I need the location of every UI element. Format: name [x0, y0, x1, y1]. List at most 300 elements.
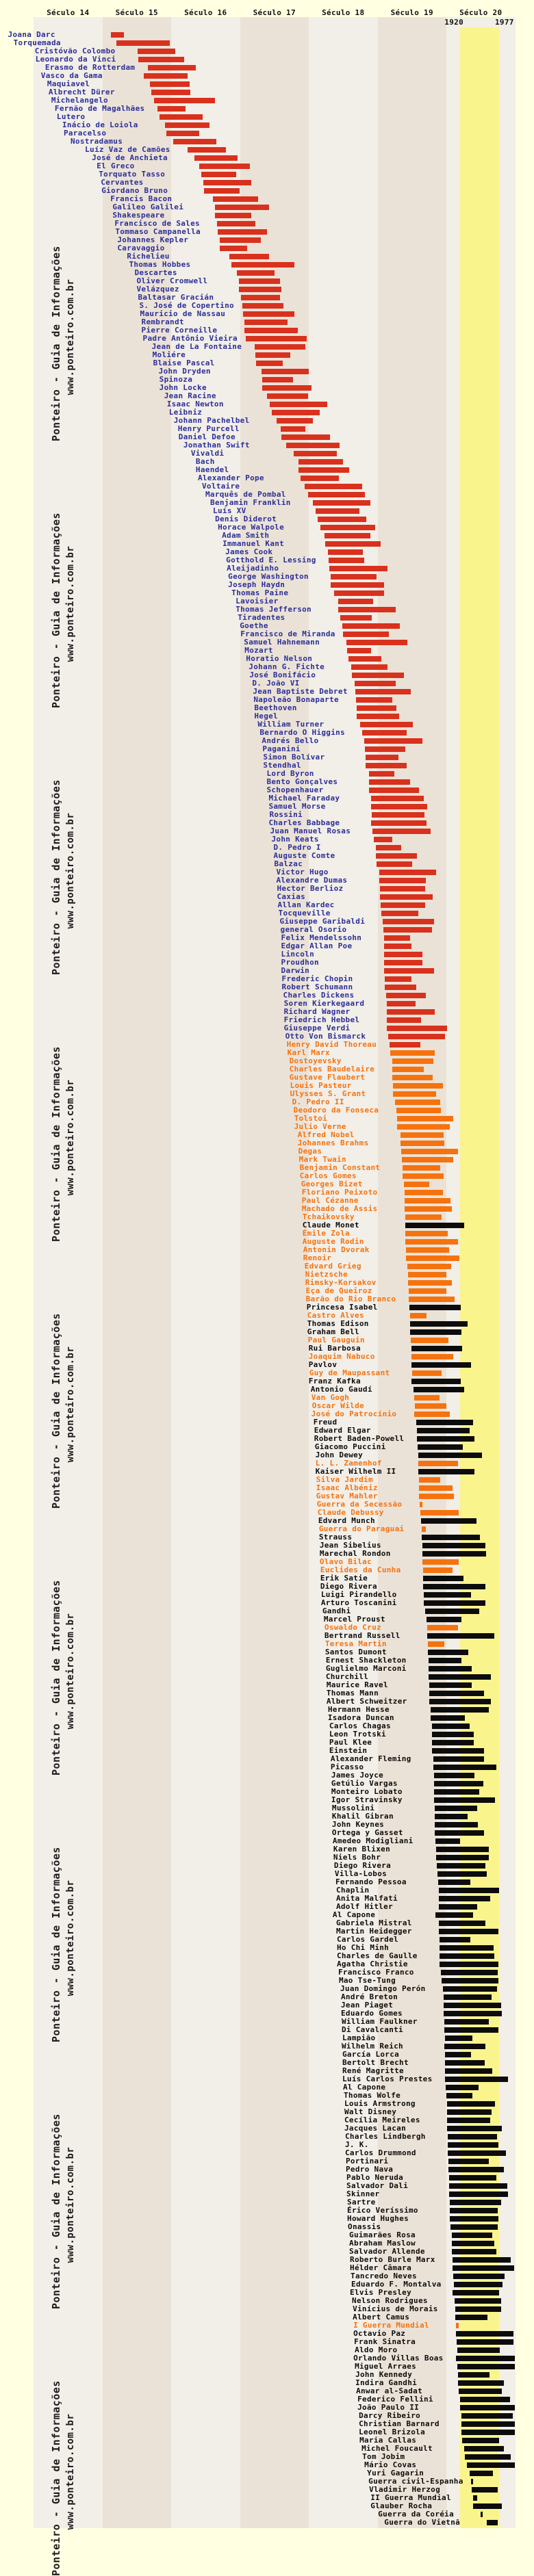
lifespan-bar	[455, 2298, 501, 2304]
lifespan-bar	[313, 500, 370, 506]
lifespan-bar	[305, 484, 362, 489]
person-label: Louis Armstrong	[344, 2099, 416, 2108]
lifespan-bar	[346, 640, 407, 645]
person-label: II Guerra Mundial	[370, 2493, 451, 2502]
person-label: Joseph Haydn	[228, 580, 285, 589]
lifespan-bar	[439, 1888, 499, 1893]
person-label: Inácio de Loiola	[62, 120, 138, 129]
lifespan-bar	[395, 1100, 440, 1105]
lifespan-bar	[338, 607, 395, 612]
lifespan-bar	[144, 73, 188, 79]
lifespan-bar	[457, 2364, 515, 2369]
lifespan-bar	[423, 1576, 463, 1581]
lifespan-bar	[239, 278, 279, 284]
person-label: Andrés Bello	[262, 736, 319, 745]
lifespan-bar	[215, 213, 251, 218]
lifespan-bar	[412, 1370, 442, 1376]
lifespan-bar	[457, 2347, 500, 2353]
lifespan-bar	[432, 1723, 470, 1729]
person-label: Albert Schweitzer	[326, 1697, 407, 1706]
lifespan-bar	[418, 1453, 482, 1458]
lifespan-bar	[418, 1469, 474, 1474]
lifespan-bar	[419, 1494, 454, 1499]
century-label-16: Século 16	[184, 8, 227, 17]
person-label: Tolstoi	[294, 1114, 328, 1123]
lifespan-bar	[460, 2397, 510, 2402]
person-label: Caravaggio	[117, 244, 165, 252]
lifespan-bar	[411, 1379, 461, 1384]
person-label: Eça de Queiroz	[305, 1286, 372, 1295]
person-label: Cervantes	[101, 178, 144, 187]
person-label: Oswaldo Cruz	[324, 1623, 381, 1632]
person-label: Erik Satie	[320, 1574, 368, 1583]
person-label: Rossini	[269, 810, 303, 819]
person-label: Aldo Moro	[355, 2345, 398, 2354]
person-label: Marcel Proust	[323, 1615, 385, 1624]
person-label: Barão do Rio Branco	[305, 1294, 396, 1303]
watermark-url-1: www.ponteiro.com.br	[65, 545, 76, 662]
lifespan-bar	[381, 902, 425, 908]
lifespan-bar	[308, 492, 365, 497]
lifespan-bar	[241, 295, 280, 300]
lifespan-bar	[447, 2101, 495, 2107]
lifespan-bar	[357, 714, 398, 719]
person-label: Immanuel Kant	[222, 539, 285, 548]
person-label: Van Gogh	[311, 1393, 350, 1402]
lifespan-bar	[405, 1198, 450, 1204]
lifespan-bar	[455, 2306, 501, 2312]
lifespan-bar	[360, 722, 412, 727]
person-label: Georges Bizet	[301, 1180, 363, 1188]
lifespan-bar	[433, 1756, 484, 1762]
lifespan-bar	[213, 196, 257, 202]
person-label: Johann G. Fichte	[249, 662, 325, 671]
person-label: Einstein	[329, 1746, 368, 1755]
lifespan-bar	[439, 1929, 498, 1934]
lifespan-bar	[431, 1707, 489, 1713]
lifespan-bar	[334, 590, 383, 596]
lifespan-bar	[473, 2503, 502, 2509]
lifespan-bar	[355, 689, 410, 694]
person-label: Gustave Flaubert	[289, 1073, 366, 1082]
person-label: Arturo Toscanini	[320, 1598, 397, 1607]
person-label: Darwin	[281, 966, 310, 975]
person-label: George Washington	[228, 572, 309, 581]
lifespan-bar	[376, 845, 400, 850]
lifespan-bar	[255, 352, 290, 358]
person-label: Edvard Munch	[318, 1516, 375, 1525]
person-label: José Bonifácio	[249, 671, 316, 679]
lifespan-bar	[419, 1477, 440, 1483]
lifespan-bar	[446, 2085, 479, 2090]
person-label: Stendhal	[263, 761, 301, 770]
lifespan-bar	[397, 1116, 453, 1121]
person-label: Luís Carlos Prestes	[342, 2074, 433, 2083]
person-label: Francisco de Miranda	[240, 629, 335, 638]
lifespan-bar	[429, 1682, 472, 1688]
lifespan-bar	[423, 1567, 453, 1573]
lifespan-bar	[472, 2487, 498, 2493]
lifespan-bar	[445, 2060, 485, 2066]
person-label: Claude Debussy	[317, 1508, 384, 1517]
lifespan-bar	[414, 1387, 464, 1392]
person-label: Villa-Lobos	[334, 1869, 387, 1878]
lifespan-bar	[473, 2495, 477, 2501]
person-label: Cristóvão Colombo	[34, 47, 116, 55]
lifespan-bar	[422, 1559, 459, 1565]
person-label: Henry David Thoreau	[286, 1040, 377, 1049]
person-label: Velázquez	[136, 285, 179, 294]
person-label: Guglielmo Marconi	[325, 1664, 407, 1673]
lifespan-bar	[318, 517, 366, 522]
lifespan-bar	[470, 2471, 493, 2476]
century-label-17: Século 17	[253, 8, 296, 17]
lifespan-bar	[448, 2159, 489, 2164]
person-label: Alexander Fleming	[330, 1754, 411, 1763]
watermark-url-3: www.ponteiro.com.br	[65, 1079, 76, 1196]
person-label: Napoleão Bonaparte	[253, 695, 339, 704]
person-label: Diego Rivera	[333, 1861, 391, 1870]
lifespan-bar	[369, 779, 409, 785]
lifespan-bar	[272, 410, 320, 415]
lifespan-bar	[351, 664, 387, 670]
person-label: Dostoyevsky	[289, 1056, 342, 1065]
person-label: Erasmo de Rotterdam	[44, 63, 136, 72]
lifespan-bar	[355, 681, 395, 686]
person-label: Francis Bacon	[110, 194, 173, 203]
person-label: Maurice Ravel	[326, 1680, 388, 1689]
person-label: Joana Darc	[8, 30, 55, 39]
person-label: Descartes	[134, 268, 177, 277]
lifespan-bar	[173, 139, 216, 144]
lifespan-bar	[458, 2372, 490, 2378]
lifespan-bar	[397, 1124, 450, 1130]
lifespan-bar	[439, 1896, 490, 1901]
person-label: William Faulkner	[341, 2017, 418, 2026]
lifespan-bar	[446, 2093, 472, 2098]
lifespan-bar	[422, 1543, 485, 1548]
lifespan-bar	[357, 705, 396, 711]
lifespan-bar	[331, 574, 377, 580]
person-label: Mauricio de Nassau	[140, 309, 226, 318]
person-label: general Osorio	[280, 925, 347, 934]
person-label: Guerra da Secessão	[316, 1500, 403, 1509]
person-label: Castro Alves	[307, 1311, 364, 1320]
lifespan-bar	[445, 2035, 472, 2041]
person-label: John Kennedy	[355, 2370, 413, 2379]
person-label: Lutero	[56, 112, 86, 121]
lifespan-bar	[419, 1485, 453, 1491]
person-label: Samuel Hahnemann	[244, 638, 320, 647]
lifespan-bar	[393, 1083, 443, 1089]
lifespan-bar	[435, 1814, 468, 1819]
person-label: James Joyce	[331, 1771, 384, 1780]
lifespan-bar	[445, 2052, 471, 2057]
person-label: Simon Bolívar	[263, 753, 325, 762]
lifespan-bar	[138, 49, 175, 54]
person-label: Torquemada	[13, 38, 61, 47]
lifespan-bar	[372, 829, 430, 834]
lifespan-bar	[151, 90, 190, 95]
lifespan-bar	[331, 582, 383, 588]
lifespan-bar	[237, 270, 274, 276]
person-label: Bertrand Russell	[324, 1631, 400, 1640]
person-label: Giuseppe Verdi	[283, 1024, 351, 1032]
lifespan-bar	[405, 1239, 458, 1245]
person-label: Onassis	[348, 2222, 381, 2231]
lifespan-bar	[405, 1206, 452, 1212]
lifespan-bar	[356, 697, 392, 703]
lifespan-bar	[447, 2109, 492, 2115]
lifespan-bar	[157, 106, 186, 112]
person-label: Vasco da Gama	[40, 71, 103, 80]
lifespan-bar	[384, 952, 422, 957]
lifespan-bar	[294, 451, 337, 456]
person-label: Princesa Isabel	[306, 1303, 378, 1312]
lifespan-bar	[434, 1773, 474, 1778]
lifespan-bar	[220, 237, 260, 243]
lifespan-bar	[460, 2405, 515, 2410]
lifespan-bar	[301, 476, 339, 481]
person-label: Aleijadinho	[227, 564, 279, 573]
lifespan-bar	[452, 2241, 494, 2246]
person-label: Shakespeare	[112, 211, 165, 220]
person-label: Mark Twain	[298, 1155, 346, 1164]
person-label: Thomas Mann	[326, 1689, 379, 1697]
person-label: Martin Heidegger	[335, 1927, 412, 1936]
person-label: Getúlio Vargas	[331, 1779, 398, 1788]
person-label: Walt Disney	[344, 2107, 397, 2116]
person-label: Lavoisier	[236, 597, 279, 606]
person-label: Marquês de Pombal	[205, 490, 286, 499]
lifespan-bar	[453, 2290, 499, 2295]
lifespan-bar	[453, 2265, 514, 2271]
lifespan-bar	[262, 385, 312, 391]
lifespan-bar	[453, 2274, 505, 2279]
person-label: Spinoza	[159, 375, 193, 384]
person-label: Carlos Gomes	[299, 1171, 357, 1180]
person-label: Edgar Allan Poe	[281, 941, 353, 950]
person-label: Guimarães Rosa	[349, 2230, 416, 2239]
person-label: Guerra do Paraguai	[318, 1524, 405, 1533]
lifespan-bar	[428, 1650, 468, 1655]
lifespan-bar	[379, 878, 426, 883]
lifespan-bar	[201, 172, 236, 177]
person-label: Haendel	[195, 465, 229, 474]
person-label: Moliére	[152, 350, 186, 359]
person-label: Bertolt Brecht	[342, 2058, 409, 2067]
person-label: Vivaldi	[190, 449, 225, 458]
person-label: Charles de Gaulle	[336, 1951, 418, 1960]
person-label: Schopenhauer	[266, 785, 324, 794]
lifespan-bar	[440, 1945, 494, 1951]
person-label: Galileo Galilei	[112, 203, 184, 211]
person-label: Maquiavel	[47, 79, 90, 88]
person-label: Alexandre Dumas	[276, 876, 348, 885]
lifespan-bar	[443, 1986, 497, 1992]
person-label: Anwar al-Sadat	[356, 2386, 422, 2395]
person-label: Otto Von Bismarck	[285, 1032, 366, 1041]
lifespan-bar	[400, 1141, 444, 1146]
lifespan-bar	[372, 812, 424, 818]
lifespan-bar	[348, 656, 381, 662]
person-label: Renoir	[303, 1253, 332, 1262]
lifespan-bar	[432, 1732, 474, 1737]
person-label: Leonel Brizola	[359, 2428, 426, 2436]
lifespan-bar	[410, 1329, 461, 1335]
person-label: Julio Verne	[294, 1122, 346, 1131]
person-label: Blaise Pascal	[153, 359, 215, 367]
lifespan-bar	[447, 2118, 490, 2123]
person-label: João Paulo II	[357, 2403, 420, 2412]
person-label: Francisco de Sales	[114, 219, 200, 228]
lifespan-bar	[434, 1781, 483, 1786]
lifespan-bar	[417, 1428, 470, 1433]
person-label: Anita Malfati	[335, 1894, 398, 1903]
person-label: García Lorca	[342, 2050, 400, 2059]
person-label: Lord Byron	[266, 769, 314, 778]
person-label: Glauber Rocha	[370, 2501, 433, 2510]
lifespan-bar	[215, 205, 268, 210]
lifespan-bar	[445, 2068, 492, 2074]
person-label: Oscar Wilde	[312, 1401, 364, 1410]
person-label: Juan Domingo Perón	[340, 1984, 426, 1993]
lifespan-bar	[457, 2339, 513, 2345]
person-label: Michael Faraday	[268, 794, 340, 803]
lifespan-bar	[435, 1806, 477, 1811]
lifespan-bar	[435, 1830, 484, 1836]
person-label: Beethoven	[254, 703, 297, 712]
lifespan-bar	[383, 927, 432, 933]
person-label: Elvis Presley	[350, 2288, 412, 2297]
person-label: Gabriela Mistral	[335, 1918, 412, 1927]
watermark-url-8: www.ponteiro.com.br	[65, 2413, 76, 2530]
person-label: Eduardo F. Montalva	[351, 2280, 442, 2289]
person-label: Bento Gonçalves	[266, 777, 338, 786]
lifespan-bar	[243, 311, 294, 317]
person-label: Giordano Bruno	[101, 186, 168, 195]
era-start-label: 1920	[444, 18, 463, 27]
person-label: S. José de Copertino	[139, 301, 234, 310]
person-label: Franz Kafka	[308, 1377, 361, 1385]
person-label: James Cook	[225, 547, 273, 556]
person-label: Richard Wagner	[283, 1007, 351, 1016]
lifespan-bar	[365, 746, 405, 752]
lifespan-bar	[456, 2323, 459, 2328]
lifespan-bar	[462, 2438, 499, 2443]
person-label: Claude Monet	[302, 1221, 359, 1230]
person-label: Thomas Edison	[307, 1319, 369, 1328]
lifespan-bar	[435, 1912, 473, 1918]
lifespan-bar	[424, 1600, 485, 1606]
person-label: Ortega y Gasset	[331, 1828, 403, 1837]
person-label: Christian Barnard	[359, 2419, 440, 2428]
lifespan-bar	[385, 985, 416, 990]
person-label: Hermann Hesse	[327, 1705, 390, 1714]
person-label: Caxias	[277, 892, 306, 901]
person-label: Igor Stravinsky	[331, 1795, 403, 1804]
person-label: John Locke	[159, 383, 207, 392]
lifespan-bar	[387, 1017, 421, 1023]
person-label: Lincoln	[281, 950, 314, 959]
person-label: Khalil Gibran	[331, 1812, 394, 1821]
lifespan-bar	[422, 1535, 480, 1540]
person-label: Deodoro da Fonseca	[293, 1106, 379, 1115]
lifespan-bar	[377, 861, 411, 867]
lifespan-bar	[362, 730, 406, 736]
lifespan-bar	[444, 2003, 501, 2008]
person-label: Érico Veríssimo	[347, 2206, 418, 2215]
person-label: Carlos Drummond	[345, 2148, 416, 2157]
lifespan-bar	[408, 1272, 446, 1277]
person-label: Santos Dumont	[325, 1648, 387, 1656]
lifespan-bar	[429, 1691, 484, 1696]
lifespan-bar	[416, 1420, 473, 1425]
lifespan-bar	[366, 755, 398, 760]
lifespan-bar	[329, 558, 364, 563]
person-label: Indira Gandhi	[355, 2378, 418, 2387]
person-label: Federico Fellini	[357, 2395, 433, 2404]
century-label-14: Século 14	[47, 8, 90, 17]
person-label: Balzac	[274, 859, 303, 868]
person-label: Jean Sibelius	[319, 1541, 381, 1550]
person-label: Degas	[298, 1147, 322, 1156]
person-label: Leibniz	[168, 408, 203, 417]
person-label: Francisco Franco	[338, 1968, 414, 1977]
person-label: Frank Sinatra	[354, 2337, 416, 2346]
person-label: Paganini	[262, 744, 301, 753]
person-label: Goethe	[240, 621, 268, 630]
lifespan-bar	[343, 632, 388, 637]
person-label: Hegel	[254, 712, 278, 720]
person-label: Skinner	[346, 2189, 380, 2198]
person-label: Al Capone	[332, 1910, 376, 1919]
person-label: Salvador Dali	[346, 2181, 409, 2190]
lifespan-bar	[409, 1288, 446, 1294]
person-label: Olavo Bilac	[319, 1557, 372, 1566]
person-label: Churchill	[325, 1672, 369, 1681]
lifespan-bar	[229, 254, 268, 259]
person-label: Jean Racine	[164, 391, 216, 400]
lifespan-bar	[150, 81, 190, 87]
lifespan-bar	[328, 549, 363, 555]
person-label: Tocqueville	[278, 909, 331, 918]
person-label: Lampião	[342, 2033, 376, 2042]
person-label: Edward Elgar	[314, 1426, 371, 1435]
lifespan-bar	[414, 1411, 450, 1417]
person-label: Kaiser Wilhelm II	[315, 1467, 396, 1476]
lifespan-bar	[434, 1789, 479, 1795]
person-label: Eduardo Gomes	[340, 2009, 403, 2018]
lifespan-bar	[347, 648, 371, 653]
lifespan-bar	[452, 2233, 492, 2238]
lifespan-bar	[329, 566, 387, 571]
person-label: John Keynes	[331, 1820, 385, 1829]
stripe-século-15	[103, 17, 172, 2528]
person-label: Leonardo da Vinci	[35, 55, 116, 64]
person-label: Frederic Chopin	[281, 974, 353, 983]
person-label: Nietzsche	[305, 1270, 348, 1279]
person-label: Johannes Kepler	[117, 235, 189, 244]
watermark-title-7: Ponteiro - Guia de Informações	[50, 2113, 62, 2309]
lifespan-bar	[387, 1026, 447, 1031]
lifespan-bar	[427, 1617, 461, 1622]
person-label: Picasso	[330, 1762, 364, 1771]
person-label: Tancredo Neves	[351, 2272, 417, 2280]
lifespan-bar	[380, 886, 425, 892]
lifespan-bar	[217, 221, 255, 226]
person-label: L. L. Zamenhof	[315, 1459, 382, 1468]
